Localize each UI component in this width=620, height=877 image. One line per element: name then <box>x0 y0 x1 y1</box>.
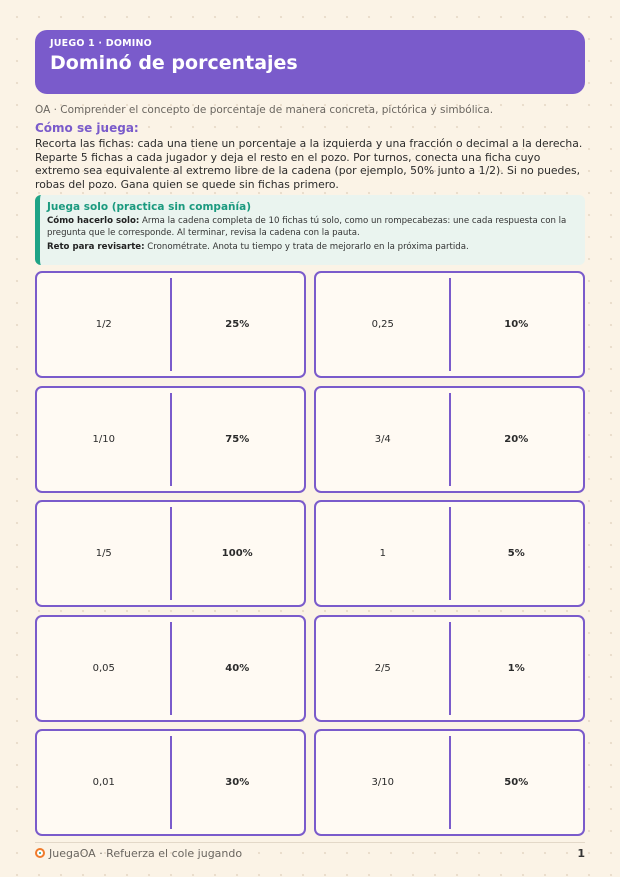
tile-divider <box>449 736 451 829</box>
tile-divider <box>170 736 172 829</box>
tile-left-value: 1/5 <box>95 548 112 560</box>
tile-divider <box>170 393 172 486</box>
solo-how-text: Arma la cadena completa de 10 fichas tú solo, como un rompecabezas: une cada respuesta con la pregunta que le corresponde. Al terminar, revisa la cadena con la pauta. <box>47 216 567 239</box>
tile-divider <box>449 278 451 371</box>
tile-left-value: 3/10 <box>371 777 394 789</box>
tile-left-value: 1 <box>379 548 386 560</box>
tile-divider <box>449 393 451 486</box>
tile-divider <box>449 507 451 600</box>
solo-play-title: Juega solo (practica sin compañía) <box>47 201 251 214</box>
tile-divider <box>449 622 451 715</box>
tile-left-value: 0,01 <box>92 777 115 789</box>
domino-tile <box>314 386 585 493</box>
game-kicker: JUEGO 1 · DOMINO <box>50 38 152 49</box>
domino-tile <box>35 271 306 378</box>
solo-how-line <box>47 215 575 239</box>
tile-left-value: 1/10 <box>92 433 115 445</box>
domino-tile <box>35 729 306 836</box>
domino-tile <box>35 386 306 493</box>
tile-divider <box>170 622 172 715</box>
tile-left-value: 2/5 <box>374 662 391 674</box>
brand-logo-icon <box>35 848 45 858</box>
solo-how-label: Cómo hacerlo solo: <box>47 216 140 227</box>
tile-left-value: 0,25 <box>371 319 394 330</box>
solo-challenge-line <box>47 241 575 253</box>
learning-objective: OA · Comprender el concepto de porcentaje de manera concreta, pictórica y simbólica. <box>35 104 494 116</box>
tile-right-value: 5% <box>507 548 525 560</box>
how-to-play-heading: Cómo se juega: <box>35 121 139 135</box>
tile-right-value: 50% <box>504 777 529 789</box>
tile-right-value: 25% <box>225 319 250 330</box>
tile-left-value: 0,05 <box>92 662 115 674</box>
tile-left-value: 1/2 <box>95 319 112 330</box>
solo-play-box <box>35 195 585 265</box>
domino-tile <box>35 500 306 607</box>
domino-tiles-grid <box>35 271 585 836</box>
worksheet-page <box>35 30 585 789</box>
domino-tile <box>314 729 585 836</box>
footer-brand: JuegaOA · Refuerza el cole jugando <box>49 846 243 860</box>
tile-right-value: 100% <box>221 548 253 560</box>
solo-challenge-text: Cronométrate. Anota tu tiempo y trata de mejorarlo en la próxima partida. <box>144 242 469 253</box>
domino-tile <box>314 271 585 378</box>
page-title: Dominó de porcentajes <box>50 52 298 74</box>
domino-tile <box>314 500 585 607</box>
title-banner <box>35 30 585 94</box>
tile-right-value: 75% <box>225 433 250 445</box>
tile-right-value: 20% <box>504 433 529 445</box>
page-number: 1 <box>577 846 585 860</box>
solo-challenge-label: Reto para revisarte: <box>47 242 145 253</box>
tile-left-value: 3/4 <box>374 433 391 445</box>
tile-right-value: 30% <box>225 777 250 789</box>
domino-tile <box>35 615 306 722</box>
page-footer <box>35 842 585 863</box>
tile-divider <box>170 278 172 371</box>
tile-divider <box>170 507 172 600</box>
domino-tile <box>314 615 585 722</box>
tile-right-value: 1% <box>507 662 525 674</box>
tile-right-value: 40% <box>225 662 250 674</box>
how-to-play-text: Recorta las fichas: cada una tiene un porcentaje a la izquierda y una fracción o decimal a la derecha. Reparte 5 fichas a cada jugador y deja el resto en el pozo. Por turnos, conecta una ficha cuyo extremo sea equivalente al extremo libre de la cadena (por ejemplo, 50% junto a 1/2). Si no puedes, robas del pozo. Gana quien se quede sin fichas primero. <box>35 137 583 191</box>
tile-right-value: 10% <box>504 319 529 330</box>
